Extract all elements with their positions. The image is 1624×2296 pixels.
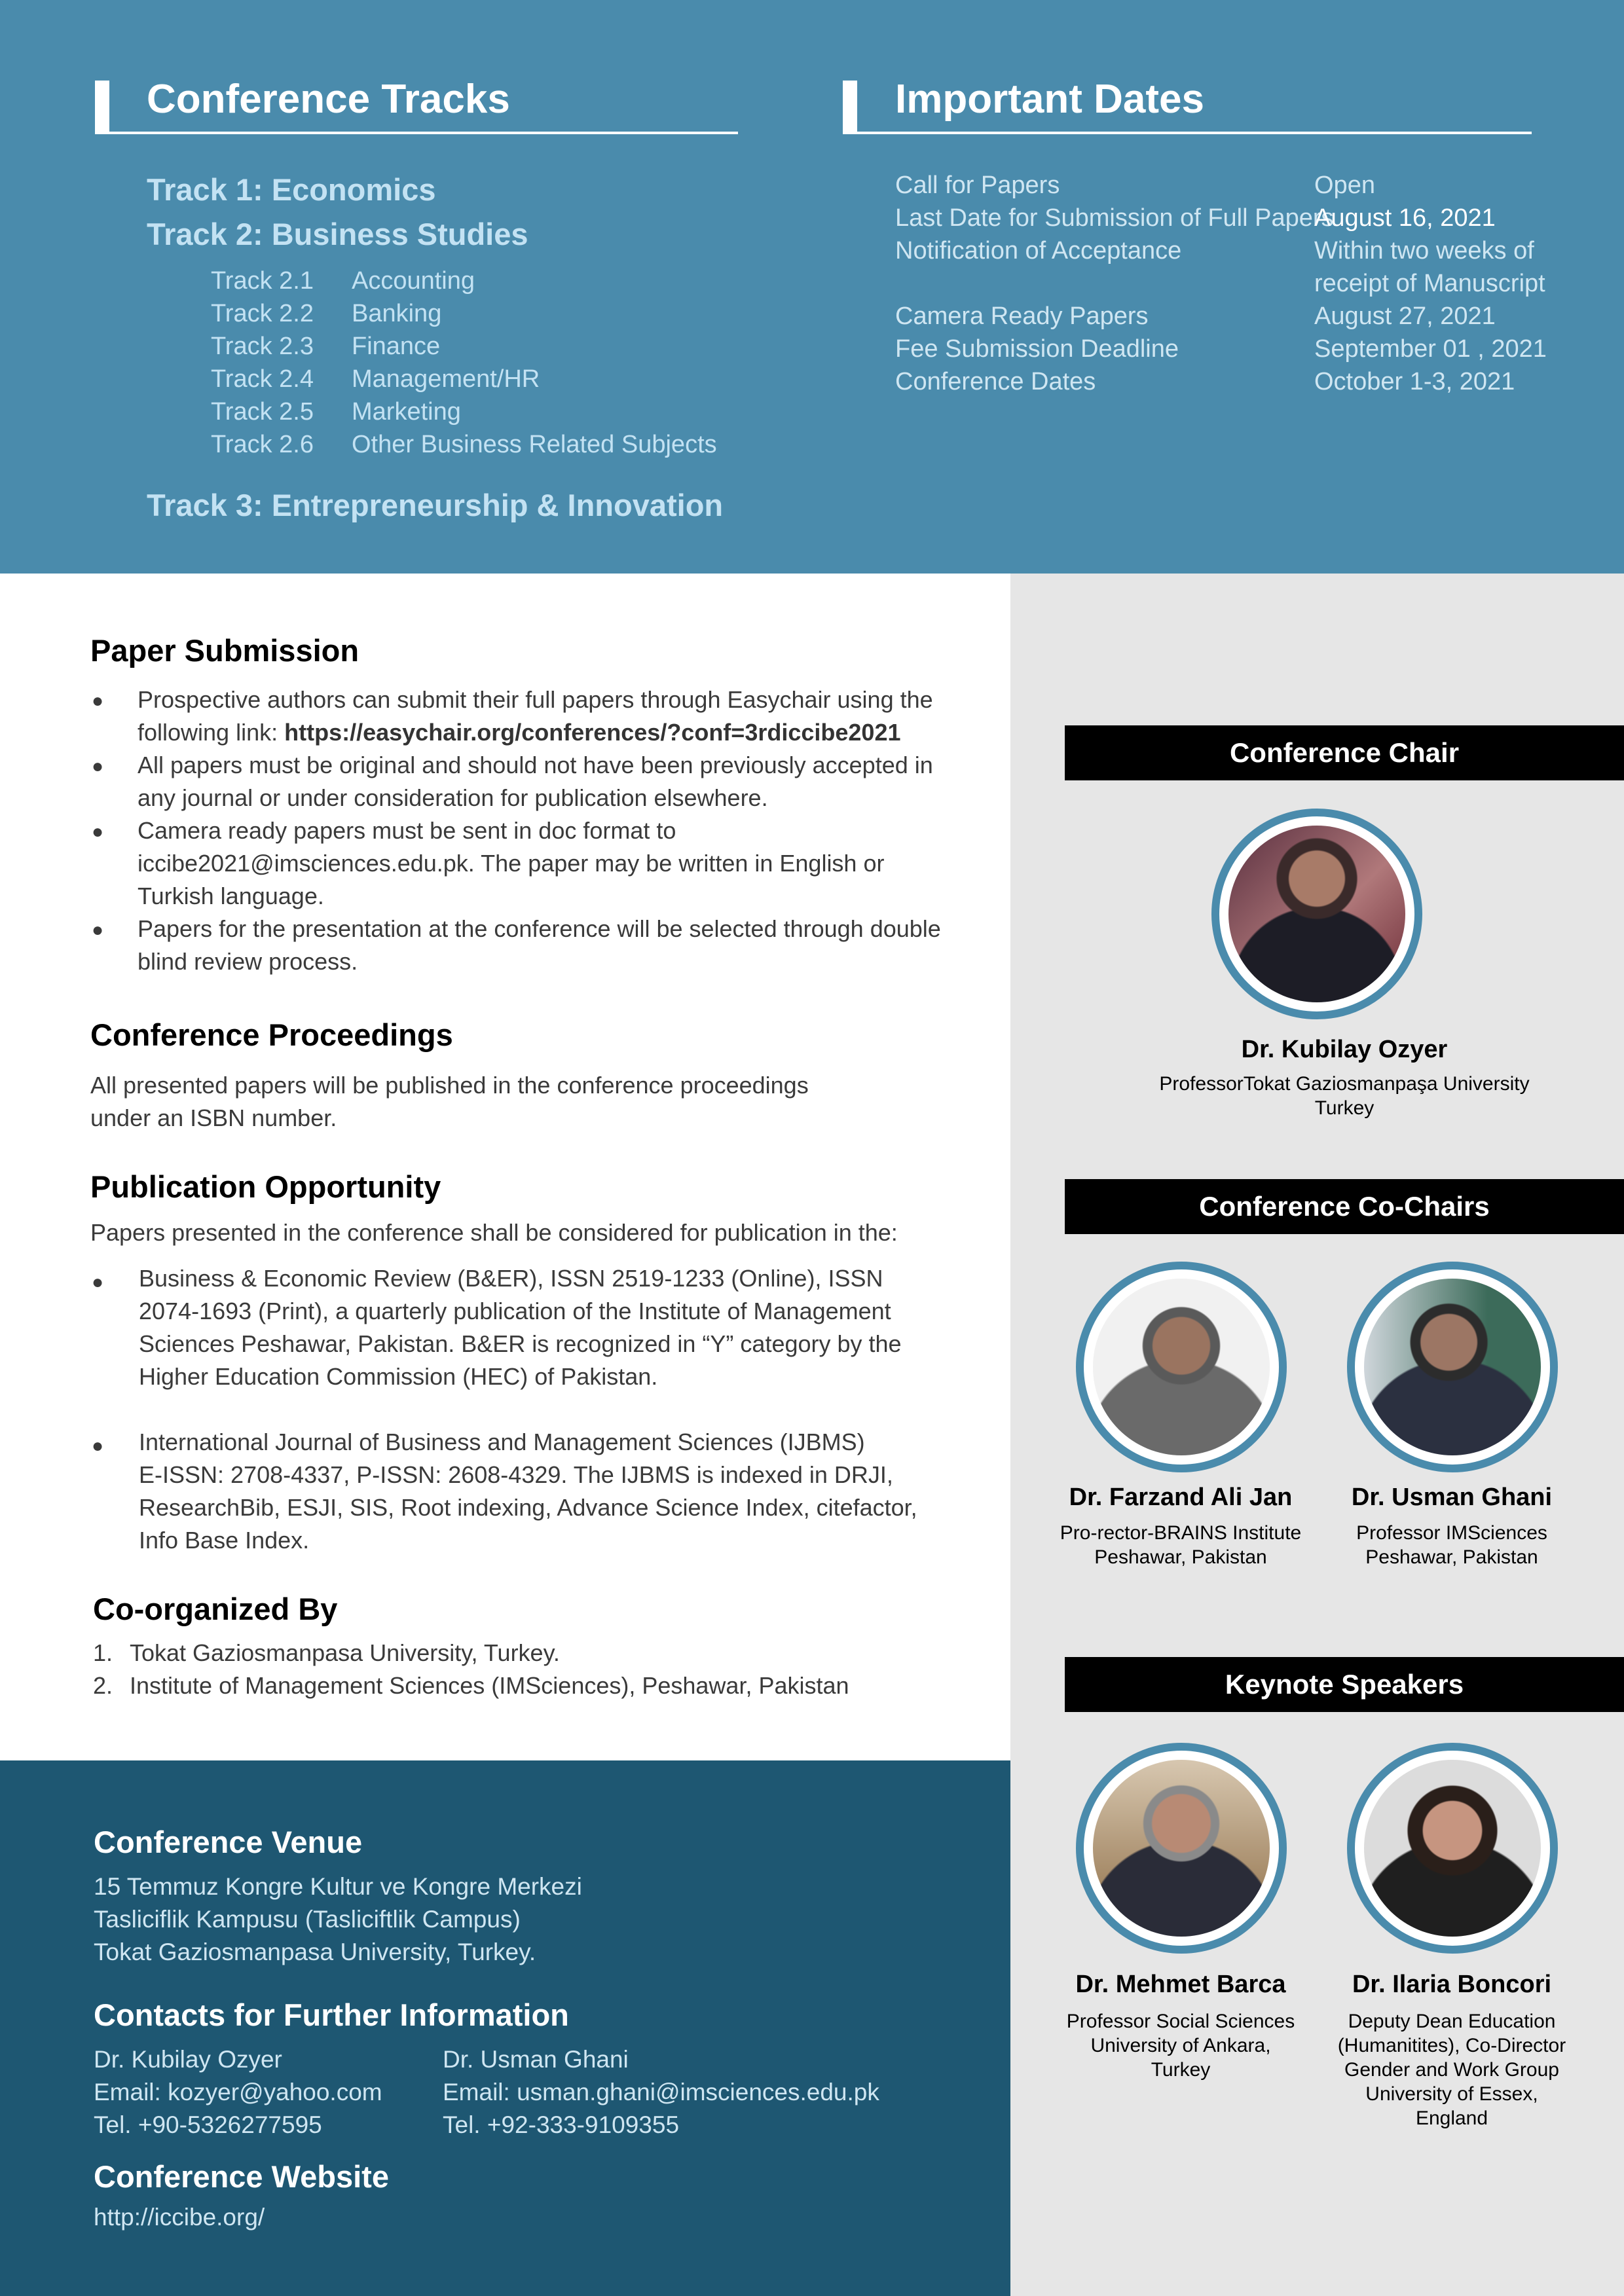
proceedings-text: under an ISBN number. bbox=[90, 1104, 337, 1131]
subtrack-code: Track 2.6 bbox=[211, 431, 314, 458]
avatar bbox=[1347, 1743, 1558, 1954]
submission-text: blind review process. bbox=[138, 948, 358, 975]
subtrack-code: Track 2.2 bbox=[211, 300, 314, 327]
person-photo bbox=[1228, 826, 1405, 1002]
keynote-role: Deputy Dean Education bbox=[1348, 2011, 1556, 2032]
subtrack-code: Track 2.1 bbox=[211, 267, 314, 295]
coorg-heading: Co-organized By bbox=[93, 1592, 338, 1626]
tracks-heading: Conference Tracks bbox=[147, 77, 510, 122]
submission-text bbox=[138, 716, 901, 749]
journal-text: E-ISSN: 2708-4337, P-ISSN: 2608-4329. The IJBMS is indexed in DRJI, bbox=[139, 1461, 893, 1488]
subtrack-name: Other Business Related Subjects bbox=[352, 431, 717, 458]
date-value: August 16, 2021 bbox=[1314, 204, 1496, 232]
contact-phone: Tel. +90-5326277595 bbox=[94, 2111, 322, 2138]
date-value: Open bbox=[1314, 172, 1375, 199]
easychair-link[interactable]: https://easychair.org/conferences/?conf=3rdiccibe2021 bbox=[284, 719, 901, 746]
avatar bbox=[1076, 1743, 1287, 1954]
date-label: Last Date for Submission of Full Papers bbox=[895, 204, 1334, 232]
contact-name: Dr. Kubilay Ozyer bbox=[94, 2046, 282, 2073]
journal-text: Higher Education Commission (HEC) of Pakistan. bbox=[139, 1363, 658, 1390]
date-label: Camera Ready Papers bbox=[895, 302, 1149, 330]
keynote-name: Dr. Ilaria Boncori bbox=[1352, 1971, 1552, 1998]
coorg-item: Tokat Gaziosmanpasa University, Turkey. bbox=[130, 1639, 560, 1666]
chair-role: ProfessorTokat Gaziosmanpaşa University bbox=[1159, 1073, 1530, 1095]
date-label: Conference Dates bbox=[895, 368, 1096, 395]
track-3: Track 3: Entrepreneurship & Innovation bbox=[147, 488, 724, 522]
publication-intro: Papers presented in the conference shall be considered for publication in the: bbox=[90, 1219, 898, 1246]
cochairs-bar: Conference Co-Chairs bbox=[1065, 1179, 1624, 1234]
venue-line: Tasliciflik Kampusu (Tasliciftlik Campus) bbox=[94, 1906, 521, 1933]
date-value: September 01 , 2021 bbox=[1314, 335, 1547, 363]
keynote-role: University of Ankara, bbox=[1090, 2035, 1271, 2056]
avatar bbox=[1347, 1262, 1558, 1472]
keynote-role: (Humanitites), Co-Director bbox=[1337, 2035, 1566, 2056]
tracks-header-accent bbox=[95, 81, 109, 134]
keynote-role: Gender and Work Group bbox=[1344, 2059, 1559, 2081]
coorg-number: 2. bbox=[93, 1672, 113, 1699]
cochair-role: Pro-rector-BRAINS Institute bbox=[1060, 1522, 1302, 1544]
contact-phone: Tel. +92-333-9109355 bbox=[443, 2111, 680, 2138]
venue-heading: Conference Venue bbox=[94, 1825, 363, 1859]
keynotes-bar: Keynote Speakers bbox=[1065, 1657, 1624, 1712]
contact-name: Dr. Usman Ghani bbox=[443, 2046, 629, 2073]
bullet: ● bbox=[92, 821, 104, 843]
cochair-role: Peshawar, Pakistan bbox=[1365, 1546, 1538, 1568]
journal-text: 2074-1693 (Print), a quarterly publication of the Institute of Management bbox=[139, 1298, 891, 1324]
bullet: ● bbox=[92, 919, 104, 941]
chair-bar: Conference Chair bbox=[1065, 725, 1624, 780]
venue-line: Tokat Gaziosmanpasa University, Turkey. bbox=[94, 1939, 536, 1965]
dates-header-rule bbox=[857, 132, 1532, 134]
journal-text: ResearchBib, ESJI, SIS, Root indexing, Advance Science Index, citefactor, bbox=[139, 1494, 917, 1521]
contacts-heading: Contacts for Further Information bbox=[94, 1997, 569, 2032]
chair-role: Turkey bbox=[1314, 1097, 1375, 1119]
submission-text: Papers for the presentation at the conference will be selected through double bbox=[138, 915, 941, 942]
submission-text: All papers must be original and should not have been previously accepted in bbox=[138, 752, 933, 778]
date-label: Call for Papers bbox=[895, 172, 1060, 199]
person-photo bbox=[1093, 1279, 1270, 1455]
submission-text: iccibe2021@imsciences.edu.pk. The paper may be written in English or bbox=[138, 850, 885, 877]
journal-text: International Journal of Business and Management Sciences (IJBMS) bbox=[139, 1429, 865, 1455]
journal-text: Info Base Index. bbox=[139, 1527, 310, 1554]
person-photo bbox=[1093, 1760, 1270, 1937]
date-label: Notification of Acceptance bbox=[895, 237, 1182, 264]
track-2: Track 2: Business Studies bbox=[147, 217, 528, 251]
bullet: ● bbox=[92, 1435, 104, 1457]
bullet: ● bbox=[92, 756, 104, 777]
website-link[interactable]: http://iccibe.org/ bbox=[94, 2204, 265, 2231]
chair-name: Dr. Kubilay Ozyer bbox=[1241, 1036, 1448, 1063]
subtrack-name: Accounting bbox=[352, 267, 475, 295]
submission-text: Camera ready papers must be sent in doc format to bbox=[138, 817, 676, 844]
keynote-name: Dr. Mehmet Barca bbox=[1075, 1971, 1286, 1998]
journal-text: Sciences Peshawar, Pakistan. B&ER is recognized in “Y” category by the bbox=[139, 1330, 902, 1357]
cochair-name: Dr. Farzand Ali Jan bbox=[1069, 1484, 1293, 1511]
keynote-role: University of Essex, bbox=[1365, 2083, 1538, 2105]
tracks-header-rule bbox=[109, 132, 738, 134]
submission-text: Prospective authors can submit their full papers through Easychair using the bbox=[138, 686, 933, 713]
submission-text: any journal or under consideration for publication elsewhere. bbox=[138, 784, 768, 811]
bullet: ● bbox=[92, 690, 104, 712]
person-photo bbox=[1364, 1760, 1541, 1937]
subtrack-code: Track 2.4 bbox=[211, 365, 314, 393]
track-1: Track 1: Economics bbox=[147, 172, 436, 207]
subtrack-code: Track 2.3 bbox=[211, 333, 314, 360]
date-label: Fee Submission Deadline bbox=[895, 335, 1179, 363]
venue-line: 15 Temmuz Kongre Kultur ve Kongre Merkezi bbox=[94, 1873, 582, 1900]
subtrack-name: Management/HR bbox=[352, 365, 540, 393]
contact-email[interactable]: Email: kozyer@yahoo.com bbox=[94, 2079, 382, 2105]
cochair-role: Professor IMSciences bbox=[1356, 1522, 1547, 1544]
dates-heading: Important Dates bbox=[895, 77, 1204, 122]
journal-text: Business & Economic Review (B&ER), ISSN 2519-1233 (Online), ISSN bbox=[139, 1265, 883, 1292]
coorg-item: Institute of Management Sciences (IMSciences), Peshawar, Pakistan bbox=[130, 1672, 849, 1699]
proceedings-text: All presented papers will be published in the conference proceedings bbox=[90, 1072, 809, 1099]
coorg-number: 1. bbox=[93, 1639, 113, 1666]
subtrack-name: Marketing bbox=[352, 398, 461, 426]
submission-heading: Paper Submission bbox=[90, 633, 360, 668]
date-value: August 27, 2021 bbox=[1314, 302, 1496, 330]
date-value: Within two weeks of bbox=[1314, 237, 1534, 264]
bullet: ● bbox=[92, 1271, 104, 1293]
keynote-role: Turkey bbox=[1151, 2059, 1211, 2081]
keynote-role: Professor Social Sciences bbox=[1066, 2011, 1295, 2032]
cochair-role: Peshawar, Pakistan bbox=[1094, 1546, 1267, 1568]
submission-text: following link: bbox=[138, 719, 285, 746]
subtrack-code: Track 2.5 bbox=[211, 398, 314, 426]
contact-email[interactable]: Email: usman.ghani@imsciences.edu.pk bbox=[443, 2079, 879, 2105]
cochair-name: Dr. Usman Ghani bbox=[1351, 1484, 1553, 1511]
person-photo bbox=[1364, 1279, 1541, 1455]
subtrack-name: Finance bbox=[352, 333, 441, 360]
website-heading: Conference Website bbox=[94, 2159, 389, 2194]
avatar bbox=[1211, 809, 1422, 1019]
dates-header-accent bbox=[843, 81, 857, 134]
subtrack-name: Banking bbox=[352, 300, 442, 327]
avatar bbox=[1076, 1262, 1287, 1472]
date-value: October 1-3, 2021 bbox=[1314, 368, 1515, 395]
keynote-role: England bbox=[1415, 2107, 1488, 2129]
proceedings-heading: Conference Proceedings bbox=[90, 1017, 453, 1052]
publication-heading: Publication Opportunity bbox=[90, 1169, 441, 1204]
date-value: receipt of Manuscript bbox=[1314, 270, 1545, 297]
submission-text: Turkish language. bbox=[138, 883, 324, 909]
